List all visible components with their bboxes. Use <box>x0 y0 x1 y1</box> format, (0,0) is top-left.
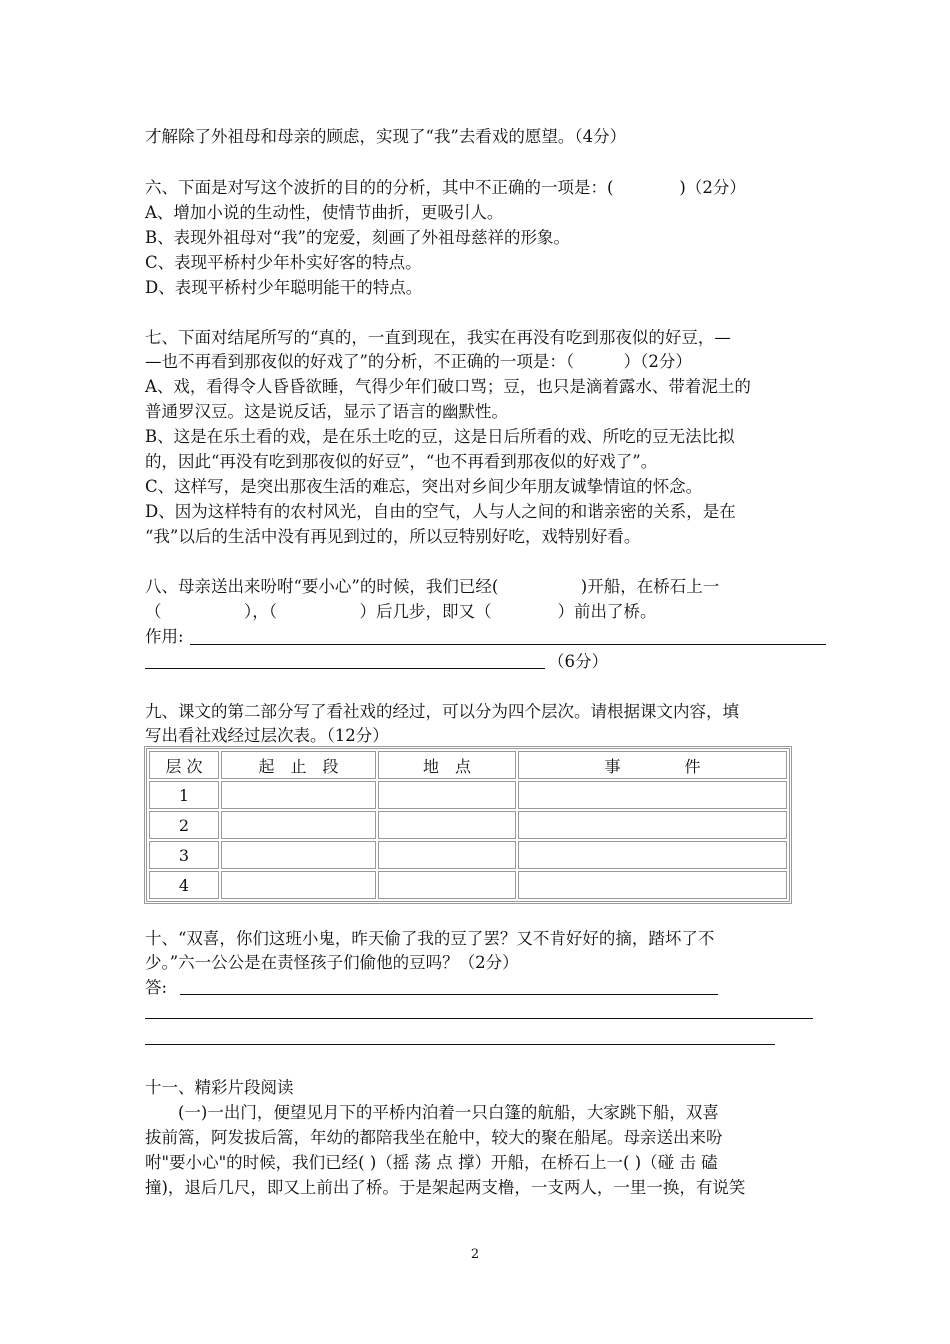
header-cell: 地 点 <box>378 751 516 779</box>
passage-line: (一)一出门，便望见月下的平桥内泊着一只白篷的航船，大家跳下船，双喜 <box>178 1103 719 1122</box>
question-8-line-1: 八、母亲送出来吩咐“要小心”的时候，我们已经( )开船，在桥石上一 <box>145 577 720 596</box>
header-cell: 层 次 <box>149 751 219 779</box>
question-10-answer-line-3[interactable] <box>145 1044 775 1045</box>
blank-cell[interactable] <box>221 871 376 899</box>
header-cell: 事 件 <box>518 751 787 779</box>
question-8-line-2: （ ），（ ）后几步，即又（ ）前出了桥。 <box>145 602 657 621</box>
question-8-answer-line-1[interactable] <box>190 644 826 645</box>
question-8-answer-line-2[interactable] <box>145 668 545 669</box>
question-6-stem: 六、下面是对写这个波折的目的的分析，其中不正确的一项是：( )（2分） <box>145 178 746 197</box>
table-row <box>149 871 787 899</box>
question-7-line: 七、下面对结尾所写的“真的，一直到现在，我实在再没有吃到那夜似的好豆，— <box>145 328 731 347</box>
header-cell: 起 止 段 <box>221 751 376 779</box>
table-row <box>149 811 787 839</box>
page-number: 2 <box>470 1247 480 1262</box>
table-row <box>149 781 787 809</box>
blank-cell[interactable] <box>378 781 516 809</box>
passage-line: 拔前篙，阿发拔后篙，年幼的都陪我坐在舱中，较大的聚在船尾。母亲送出来吩 <box>145 1128 723 1147</box>
blank-cell[interactable] <box>221 841 376 869</box>
blank-cell[interactable] <box>518 871 787 899</box>
question-9-line-2: 写出看社戏经过层次表。（12分） <box>145 726 389 745</box>
blank-cell[interactable] <box>518 841 787 869</box>
layer-number: 4 <box>149 871 219 899</box>
question-9-line-1: 九、课文的第二部分写了看社戏的经过，可以分为四个层次。请根据课文内容，填 <box>145 702 739 721</box>
question-6-option-b: B、表现外祖母对“我”的宠爱，刻画了外祖母慈祥的形象。 <box>145 228 570 247</box>
question-7-line: “我”以后的生活中没有再见到过的，所以豆特别好吃，戏特别好看。 <box>145 527 641 546</box>
question-7-line: A、戏，看得令人昏昏欲睡，气得少年们破口骂；豆，也只是滴着露水、带着泥土的 <box>145 377 751 396</box>
question-7-line: 的，因此“再没有吃到那夜似的好豆”，“也不再看到那夜似的好戏了”。 <box>145 452 658 471</box>
passage-line: 撞)，退后几尺，即又上前出了桥。于是架起两支橹，一支两人，一里一换，有说笑 <box>145 1178 746 1197</box>
question-10-answer-line-2[interactable] <box>145 1018 813 1019</box>
question-7-line: 普通罗汉豆。这是说反话，显示了语言的幽默性。 <box>145 402 508 421</box>
question-7-line: B、这是在乐土看的戏，是在乐土吃的豆，这是日后所看的戏、所吃的豆无法比拟 <box>145 427 735 446</box>
blank-cell[interactable] <box>221 781 376 809</box>
question-10-label: 答: <box>145 978 168 997</box>
question-7-line: D、因为这样特有的农村风光，自由的空气，人与人之间的和谐亲密的关系，是在 <box>145 502 736 521</box>
table-row <box>149 841 787 869</box>
question-10-line-2: 少。”六一公公是在责怪孩子们偷他的豆吗？（2分） <box>145 953 519 972</box>
layer-number: 1 <box>149 781 219 809</box>
question-8-label: 作用: <box>145 627 184 646</box>
question-8-score: （6分） <box>548 652 608 671</box>
blank-cell[interactable] <box>378 811 516 839</box>
question-6-option-c: C、表现平桥村少年朴实好客的特点。 <box>145 253 422 272</box>
layer-number: 3 <box>149 841 219 869</box>
question-10-answer-line-1[interactable] <box>180 994 718 995</box>
blank-cell[interactable] <box>518 811 787 839</box>
question-7-line: C、这样写，是突出那夜生活的难忘，突出对乡间少年朋友诚挚情谊的怀念。 <box>145 477 703 496</box>
layer-table <box>144 746 792 904</box>
blank-cell[interactable] <box>518 781 787 809</box>
blank-cell[interactable] <box>378 841 516 869</box>
layer-number: 2 <box>149 811 219 839</box>
question-6-option-a: A、增加小说的生动性，使情节曲折，更吸引人。 <box>145 203 504 222</box>
table-header-row <box>149 751 787 779</box>
question-11-title: 十一、精彩片段阅读 <box>145 1078 294 1097</box>
question-7-line: —也不再看到那夜似的好戏了”的分析，不正确的一项是：（ ）（2分） <box>145 352 692 371</box>
question-6-option-d: D、表现平桥村少年聪明能干的特点。 <box>145 278 423 297</box>
blank-cell[interactable] <box>378 871 516 899</box>
blank-cell[interactable] <box>221 811 376 839</box>
question-10-line-1: 十、“双喜，你们这班小鬼，昨天偷了我的豆了罢？又不肯好好的摘，踏坏了不 <box>145 929 715 948</box>
top-line: 才解除了外祖母和母亲的顾虑，实现了“我”去看戏的愿望。（4分） <box>145 127 627 146</box>
passage-line: 咐"要小心"的时候，我们已经( )（摇 荡 点 撑）开船，在桥石上一( )（碰 击 磕 <box>145 1153 718 1172</box>
